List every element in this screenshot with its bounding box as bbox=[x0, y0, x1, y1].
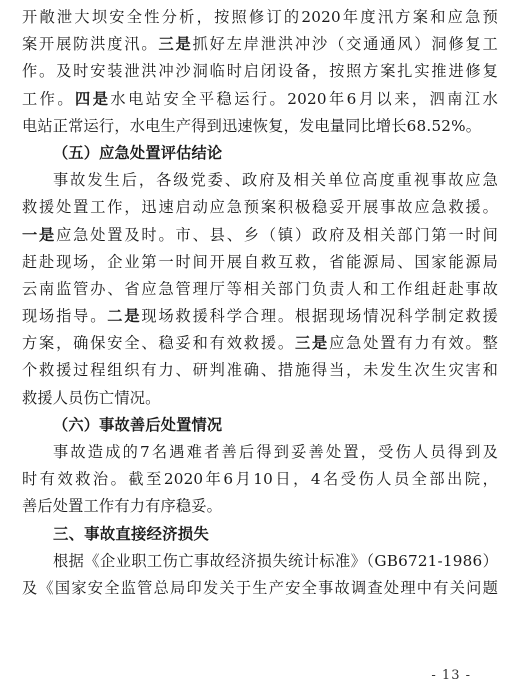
body-text: 抓好左岸泄洪冲沙（交通通风）洞修复工 bbox=[192, 35, 498, 54]
body-text: 根据《企业职工伤亡事故经济损失统计标准》（GB6721-1986） bbox=[53, 551, 498, 570]
paragraph-line bbox=[22, 113, 498, 140]
body-text: 电站正常运行，水电生产得到迅速恢复，发电量同比增长68.52%。 bbox=[22, 116, 482, 135]
body-text: 工作。 bbox=[22, 89, 76, 108]
body-text: 方案，确保安全、稳妥和有效救援。 bbox=[22, 334, 295, 353]
body-text: 善后处置工作有力有序稳妥。 bbox=[22, 497, 223, 516]
body-text: 云南监管办、省应急管理厅等相关部门负责人和工作组赶赴事故 bbox=[22, 279, 498, 298]
body-text: 救援处置工作，迅速启动应急预案积极稳妥开展事故应急救援。 bbox=[22, 198, 498, 217]
emphasis-text: 三是 bbox=[158, 35, 193, 54]
section-subheading bbox=[22, 412, 498, 439]
page-number: - 13 - bbox=[431, 668, 471, 683]
body-text: 作。及时安装泄洪冲沙洞临时启闭设备，按照方案扎实推进修复 bbox=[22, 62, 498, 81]
body-text: 事故发生后，各级党委、政府及相关单位高度重视事故应急 bbox=[53, 171, 498, 190]
paragraph-line bbox=[22, 249, 498, 276]
paragraph-line bbox=[22, 330, 498, 357]
section-subheading bbox=[22, 140, 498, 167]
section-heading bbox=[22, 521, 498, 548]
emphasis-text: 二是 bbox=[107, 307, 142, 326]
paragraph-line bbox=[22, 439, 498, 466]
paragraph-line bbox=[22, 167, 498, 194]
emphasis-text: （六）事故善后处置情况 bbox=[53, 415, 223, 434]
paragraph-line bbox=[22, 303, 498, 330]
paragraph-line bbox=[22, 222, 498, 249]
paragraph-line bbox=[22, 385, 498, 412]
document-body bbox=[22, 4, 498, 602]
body-text: 应急处置及时。市、县、乡（镇）政府及相关部门第一时间 bbox=[56, 225, 498, 244]
emphasis-text: 一是 bbox=[22, 225, 57, 244]
body-text: 及《国家安全监管总局印发关于生产安全事故调查处理中有关问题 bbox=[22, 578, 498, 597]
paragraph-line bbox=[22, 575, 498, 602]
paragraph-line bbox=[22, 194, 498, 221]
body-text: 现场指导。 bbox=[22, 307, 108, 326]
paragraph-line bbox=[22, 548, 498, 575]
paragraph-line bbox=[22, 493, 498, 520]
paragraph-line bbox=[22, 31, 498, 58]
emphasis-text: （五）应急处置评估结论 bbox=[53, 143, 223, 162]
body-text: 应急处置有力有效。整 bbox=[329, 334, 498, 353]
body-text: 救援人员伤亡情况。 bbox=[22, 388, 161, 407]
paragraph-line bbox=[22, 86, 498, 113]
paragraph-line bbox=[22, 276, 498, 303]
body-text: 开敞泄大坝安全性分析，按照修订的2020年度汛方案和应急预 bbox=[22, 8, 498, 26]
paragraph-line bbox=[22, 4, 498, 31]
body-text: 时有效救治。截至2020年6月10日，4名受伤人员全部出院， bbox=[22, 470, 498, 489]
body-text: 现场救援科学合理。根据现场情况科学制定救援 bbox=[141, 307, 498, 326]
emphasis-text: 三是 bbox=[294, 334, 330, 353]
body-text: 个救援过程组织有力、研判准确、措施得当，未发生次生灾害和 bbox=[22, 361, 498, 380]
body-text: 案开展防洪度汛。 bbox=[22, 35, 159, 54]
body-text: 水电站安全平稳运行。2020年6月以来，泗南江水 bbox=[110, 89, 498, 108]
paragraph-line bbox=[22, 58, 498, 85]
emphasis-text: 三、事故直接经济损失 bbox=[53, 524, 209, 543]
paragraph-line bbox=[22, 357, 498, 384]
emphasis-text: 四是 bbox=[75, 89, 111, 108]
body-text: 赶赴现场，企业第一时间开展自救互救，省能源局、国家能源局 bbox=[22, 252, 498, 271]
body-text: 事故造成的7名遇难者善后得到妥善处置，受伤人员得到及 bbox=[53, 443, 498, 461]
paragraph-line bbox=[22, 466, 498, 493]
